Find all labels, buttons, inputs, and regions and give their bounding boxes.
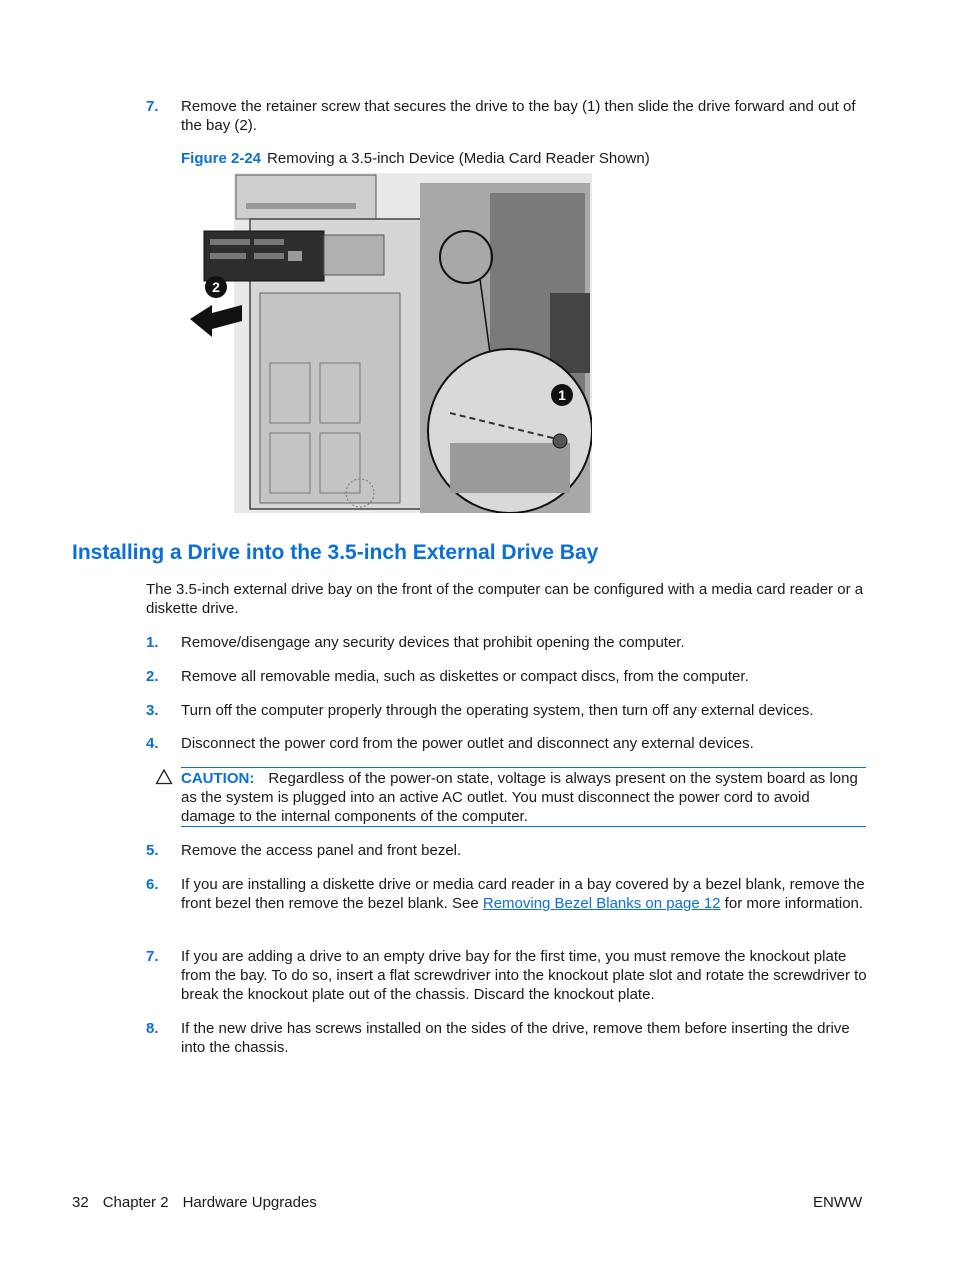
step-number: 5. (146, 842, 159, 859)
step-text: Disconnect the power cord from the power outlet and disconnect any external devices. (181, 735, 754, 752)
step-text: Turn off the computer properly through the operating system, then turn off any external devices. (181, 702, 814, 719)
caution-label: CAUTION: (181, 770, 255, 787)
step-text: Remove the access panel and front bezel. (181, 842, 462, 859)
step-text: Remove/disengage any security devices that prohibit opening the computer. (181, 634, 685, 651)
step-number: 3. (146, 702, 159, 719)
step-number: 2. (146, 668, 159, 685)
chapter-label: Chapter 2 (102, 1194, 169, 1211)
intro-paragraph: The 3.5-inch external drive bay on the front of the computer can be configured with a media card reader or a diskette drive. (146, 581, 864, 617)
removing-bezel-blanks-link[interactable]: Removing Bezel Blanks on page 12 (482, 895, 721, 912)
step-text: Remove all removable media, such as diskettes or compact discs, from the computer. (181, 668, 749, 685)
caution-box (181, 767, 866, 827)
step-text (181, 875, 871, 913)
step-text: If you are adding a drive to an empty drive bay for the first time, you must remove the knockout plate from the bay. To do so, insert a flat screwdriver into the knockout plate slot and rotate the screwdriver to break the knockout plate out of the chassis. Discard the knockout plate. (181, 948, 867, 1003)
page-number: 32 (72, 1194, 89, 1211)
step-number: 1. (146, 634, 159, 651)
step-number: 8. (146, 1020, 159, 1037)
caution-text: Regardless of the power-on state, voltage is always present on the system board as long as the system is plugged into an active AC outlet. You must disconnect the power cord to avoid damage to the internal components of the computer. (181, 770, 858, 825)
chapter-title: Hardware Upgrades (182, 1194, 317, 1211)
section-heading: Installing a Drive into the 3.5-inch External Drive Bay (72, 541, 599, 564)
caution-triangle-icon (155, 768, 173, 786)
step-text: Remove the retainer screw that secures the drive to the bay (1) then slide the drive forward and out of the bay (2). (181, 98, 856, 134)
step-text-after: for more information. (720, 895, 864, 912)
footer-right: ENWW (813, 1194, 863, 1211)
footer-left (72, 1193, 331, 1212)
callout-2: 2 (212, 279, 220, 295)
step-number: 4. (146, 735, 159, 752)
figure-label: Figure 2-24 (181, 150, 262, 167)
figure-caption (181, 149, 650, 168)
step-number: 7. (146, 98, 159, 115)
figure-caption-text: Removing a 3.5-inch Device (Media Card Reader Shown) (267, 150, 650, 167)
step-number: 7. (146, 948, 159, 965)
callout-1: 1 (558, 387, 566, 403)
figure-illustration (190, 173, 592, 513)
step-number: 6. (146, 876, 159, 893)
step-text-before: If you are installing a diskette drive or media card reader in a bay covered by a bezel blank, remove the front bezel then remove the bezel blank. See (181, 876, 865, 912)
step-text: If the new drive has screws installed on the sides of the drive, remove them before inserting the drive into the chassis. (181, 1020, 850, 1056)
